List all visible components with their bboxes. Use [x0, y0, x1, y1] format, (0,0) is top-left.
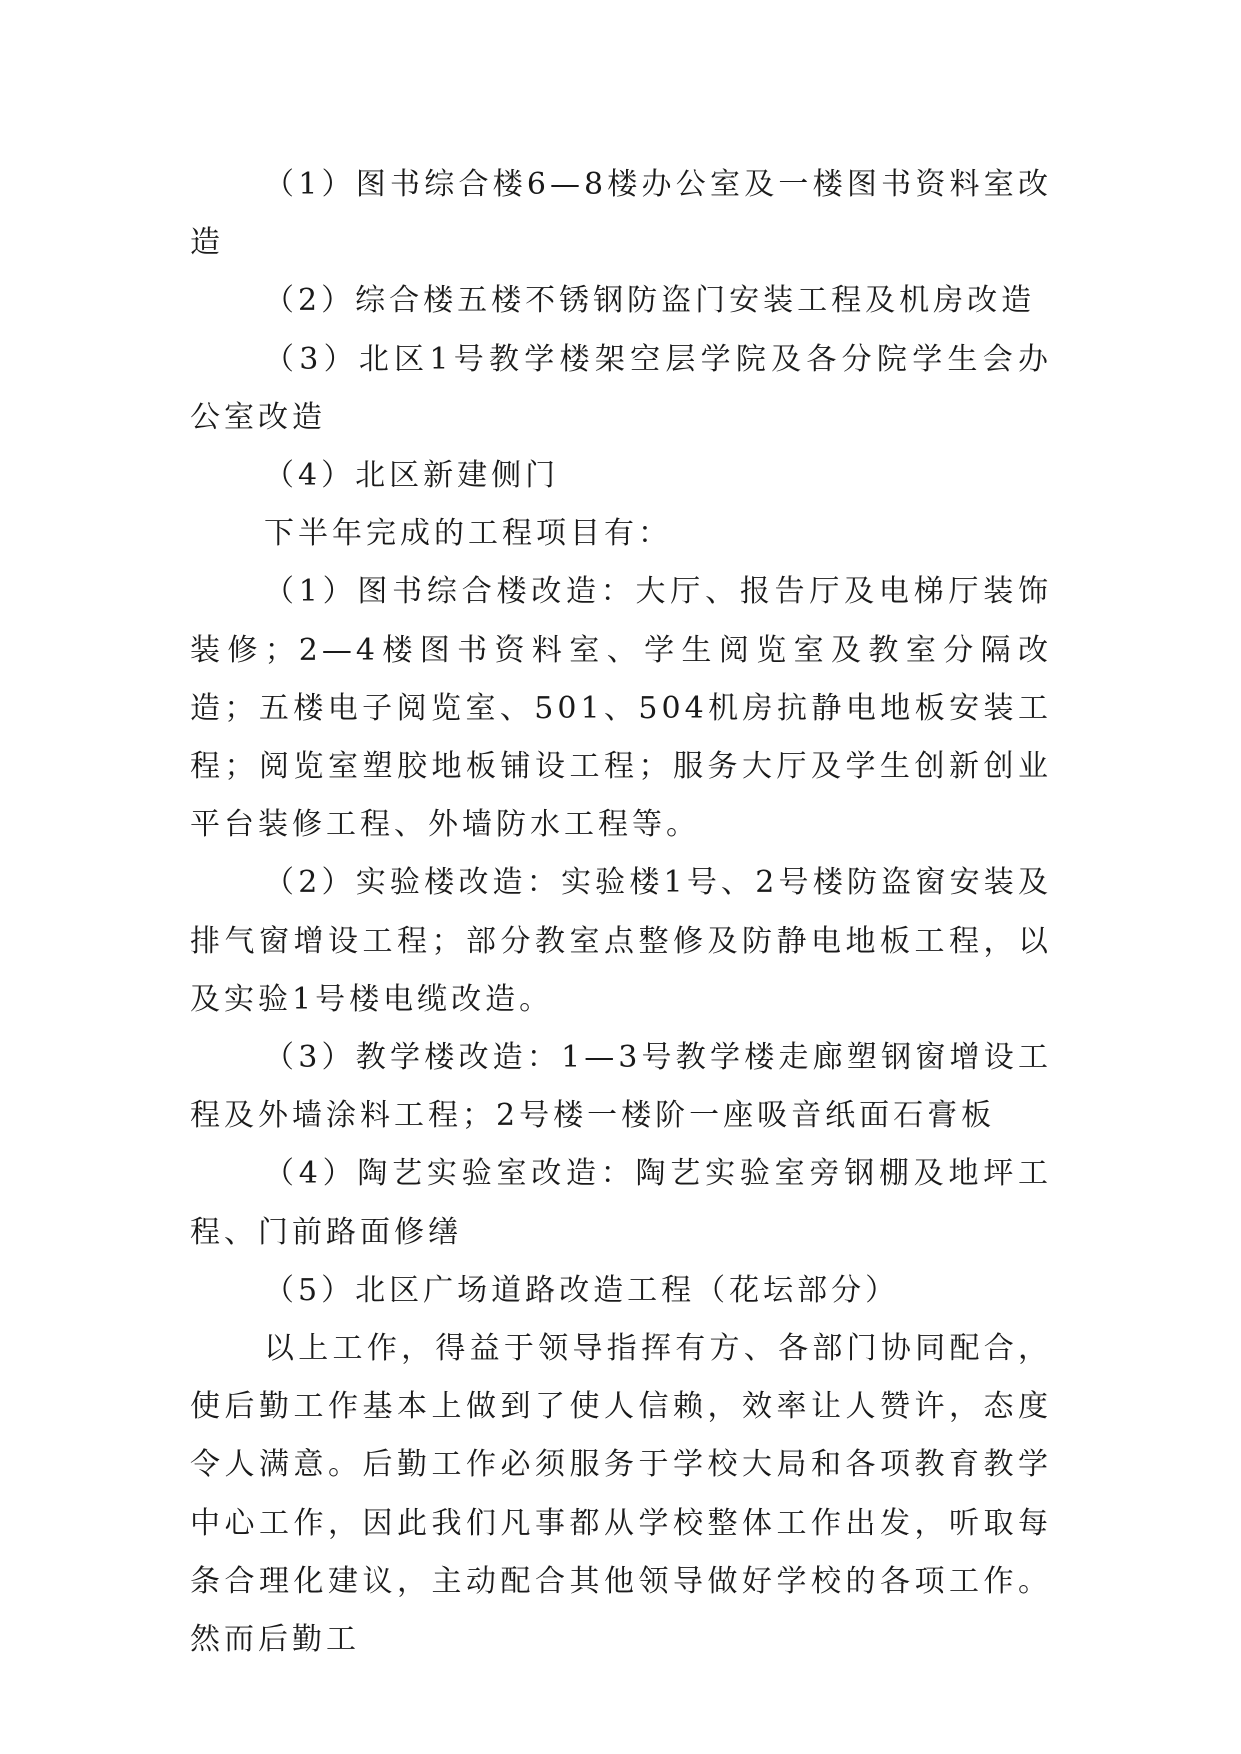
paragraph-item-4: （4）北区新建侧门: [264, 458, 560, 494]
paragraph-pottery-lab: （4）陶艺实验室改造：陶艺实验室旁钢棚及地坪工程、门前路面修缮: [190, 1156, 1052, 1250]
paragraph-summary: 以上工作，得益于领导指挥有方、各部门协同配合，使后勤工作基本上做到了使人信赖，效率让人赞许，态度令人满意。后勤工作必须服务于学校大局和各项教育教学中心工作，因此我们凡事都从学校整体工作出发，听取每条合理化建议，主动配合其他领导做好学校的各项工作。然而后勤工: [190, 1331, 1052, 1658]
document-body: [190, 156, 1052, 1669]
paragraph-north-plaza: （5）北区广场道路改造工程（花坛部分）: [264, 1272, 900, 1308]
paragraph-item-2: （2）综合楼五楼不锈钢防盗门安装工程及机房改造: [264, 283, 1036, 319]
paragraph-item-1: （1）图书综合楼6—8楼办公室及一楼图书资料室改造: [190, 167, 1052, 261]
section-heading-second-half: 下半年完成的工程项目有：: [264, 516, 672, 552]
paragraph-teaching-building: （3）教学楼改造：1—3号教学楼走廊塑钢窗增设工程及外墙涂料工程；2号楼一楼阶一座吸音纸面石膏板: [190, 1040, 1052, 1134]
paragraph-library-renovation: （1）图书综合楼改造：大厅、报告厅及电梯厅装饰装修；2—4楼图书资料室、学生阅览室及教室分隔改造；五楼电子阅览室、501、504机房抗静电地板安装工程；阅览室塑胶地板铺设工程；服务大厅及学生创新创业平台装修工程、外墙防水工程等。: [190, 574, 1052, 843]
paragraph-item-3: （3）北区1号教学楼架空层学院及各分院学生会办公室改造: [190, 341, 1052, 435]
paragraph-lab-renovation: （2）实验楼改造：实验楼1号、2号楼防盗窗安装及排气窗增设工程；部分教室点整修及防静电地板工程，以及实验1号楼电缆改造。: [190, 865, 1052, 1017]
